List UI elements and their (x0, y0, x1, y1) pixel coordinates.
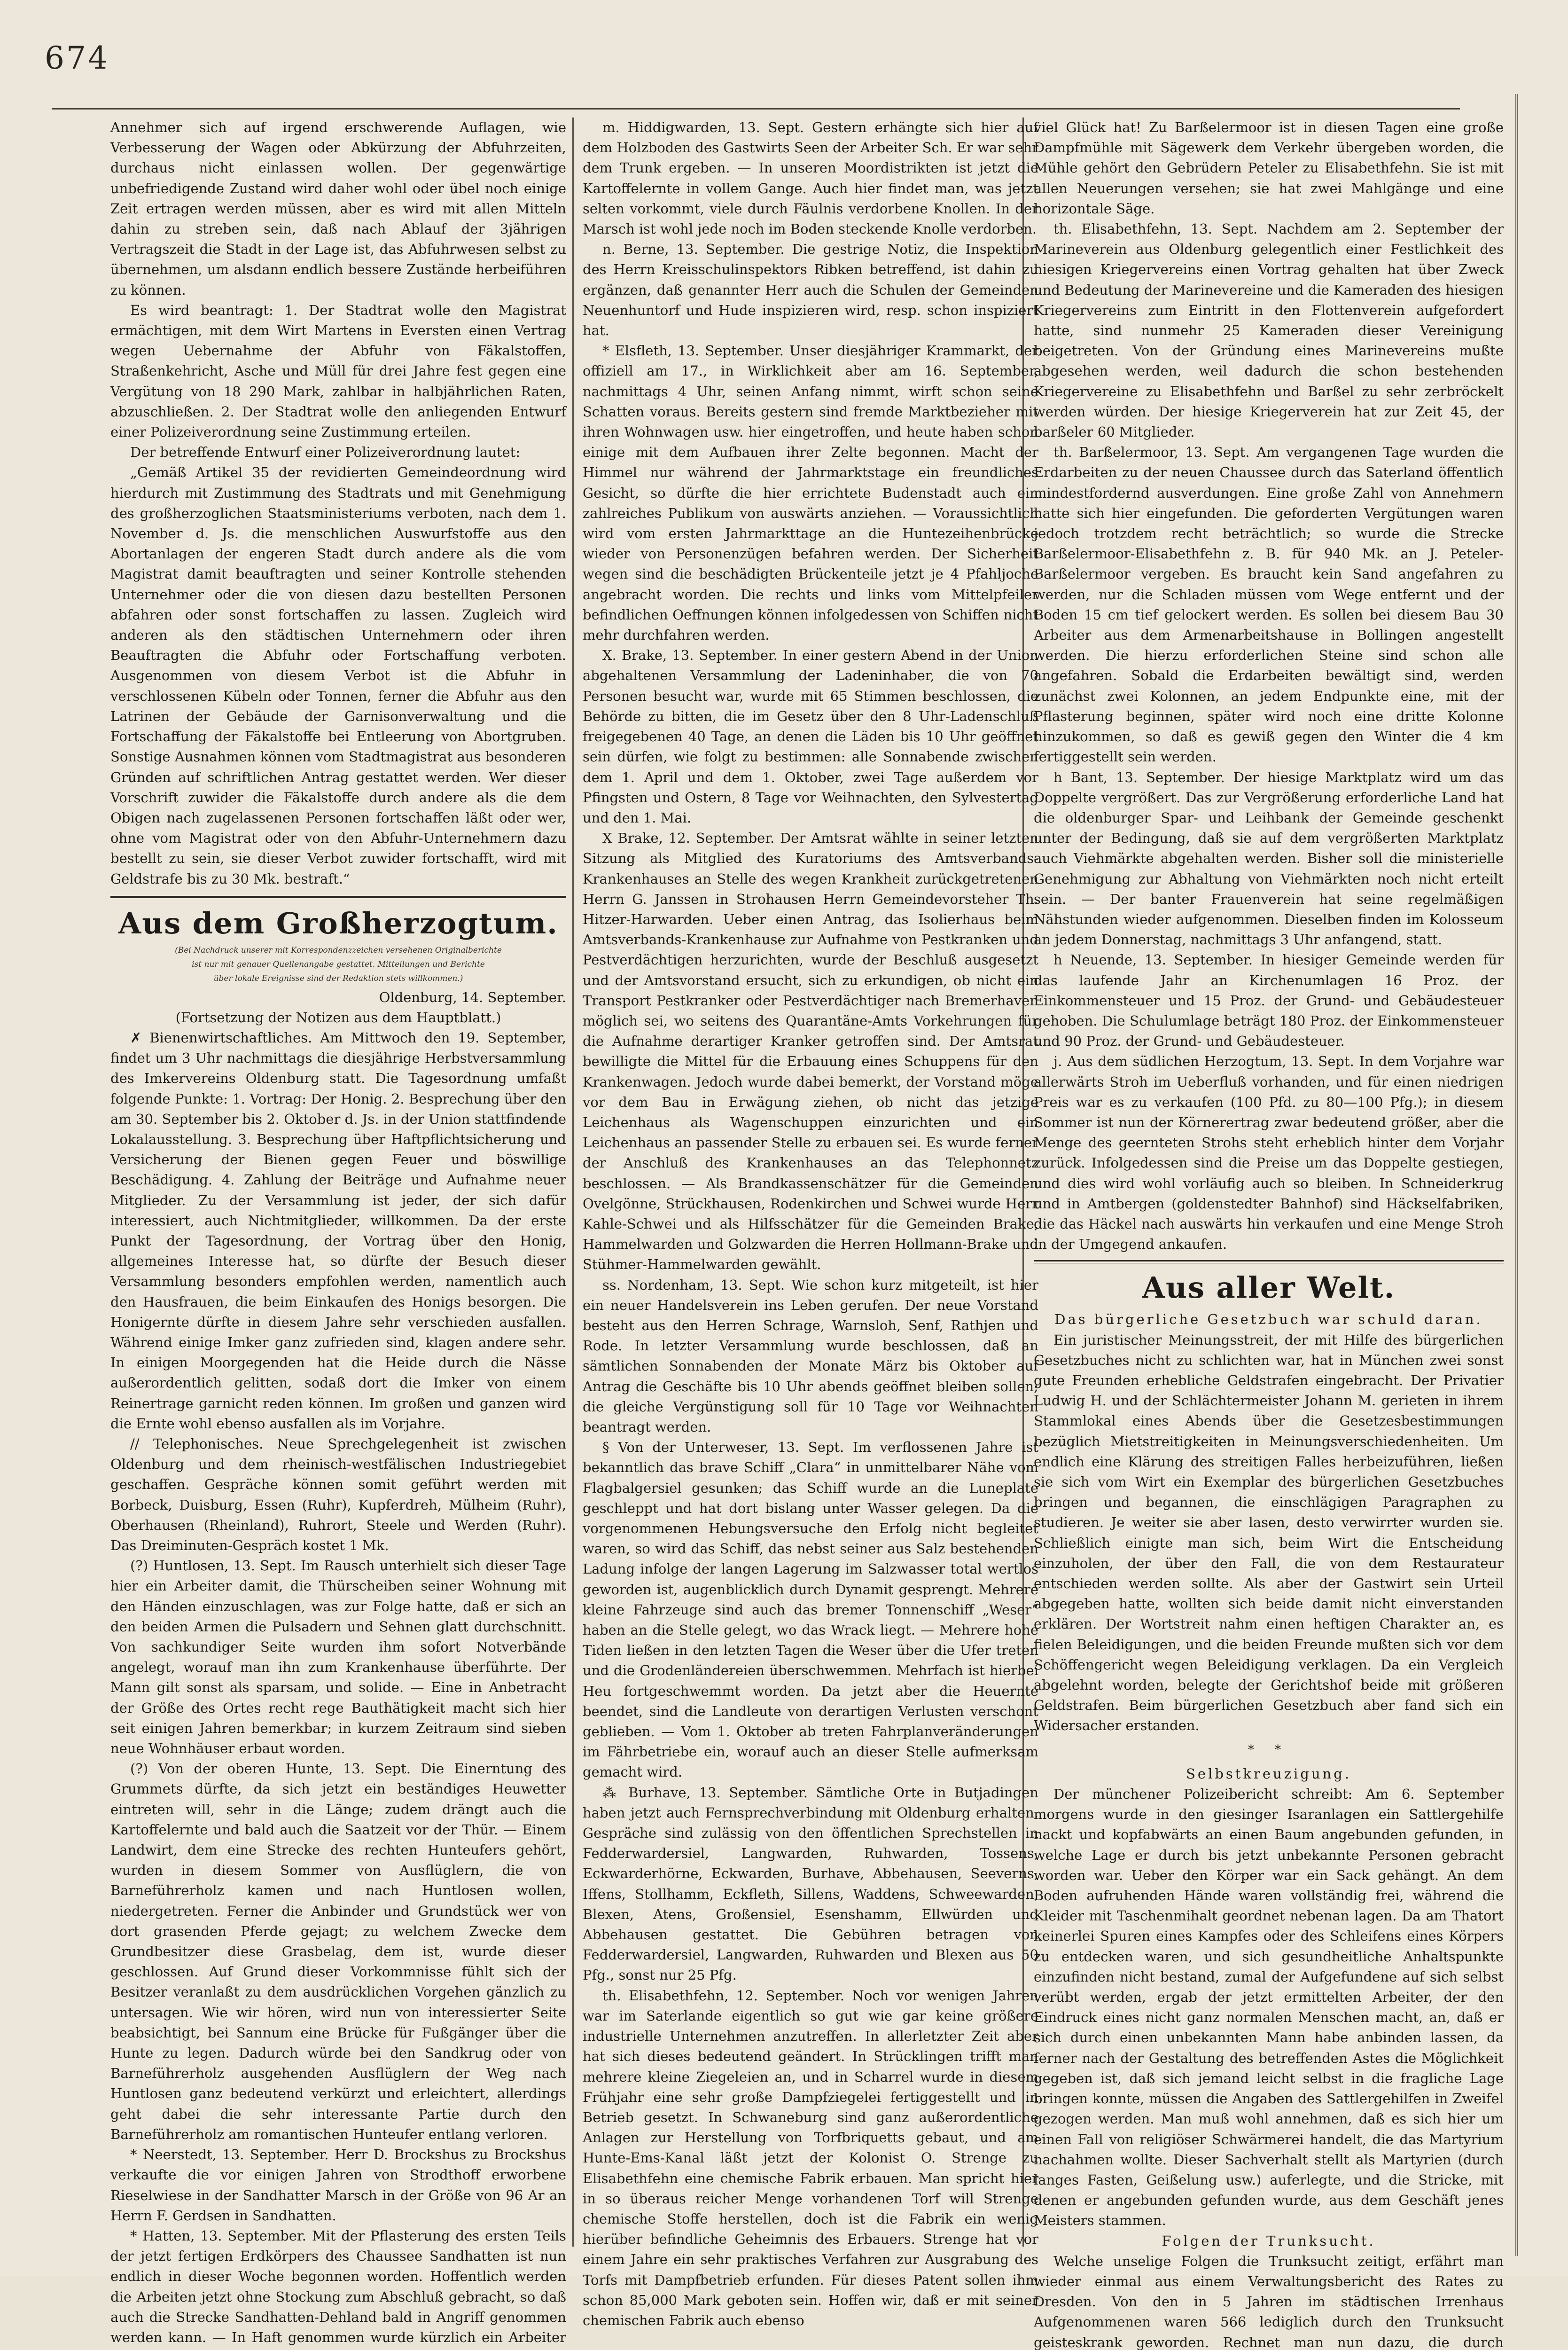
section-note-line-1: (Bei Nachdruck unserer mit Korrespondenzzeichen versehenen Originalberichte (175, 945, 502, 955)
article-brake-2: X Brake, 12. September. Der Amtsrat wählte in seiner letzten Sitzung als Mitglied des Kuratoriums des Amtsverbands-Krankenhauses an Stelle des wegen Krankheit zurückgetretenen Herrn G. Janssen in Strohausen Herrn Gemeindevorsteher Th. Hitzer-Harwarden. Ueber einen Antrag, das Isolierhaus beim Amtsverbands-Krankenhause zur Aufnahme von Pestkranken und Pestverdächtigen herzurichten, wurde der Beschluß ausgesetzt und der Amtsvorstand ersucht, sich zu erkundigen, ob nicht ein Transport Pestkranker oder Pestverdächtiger nach Bremerhaven möglich sei, wo seitens des Quarantäne-Amts Vorkehrungen für die Aufnahme derartiger Kranker getroffen sind. Der Amtsrat bewilligte die Mittel für die Erbauung eines Schuppens für den Krankenwagen. Jedoch wurde dabei bemerkt, der Vorstand möge vor dem Bau in Erwägung ziehen, ob nicht das jetzige Leichenhaus als Wagenschuppen einzurichten und ein Leichenhaus an passender Stelle zu erbauen sei. Es wurde ferner der Anschluß des Krankenhauses an das Telephonnetz beschlossen. — Als Brandkassenschätzer für die Gemeinden Ovelgönne, Strückhausen, Rodenkirchen und Schwei wurde Herr Kahle-Schwei und als Hilfsschätzer für die Gemeinden Brake, Hammelwarden und Golzwarden die Herren Hollmann-Brake und Stühmer-Hammelwarden gewählt. (583, 830, 1038, 1273)
section-title-aller-welt: Aus aller Welt. (1142, 1270, 1396, 1305)
page-number: 674 (45, 40, 109, 76)
article-abfuhr-verordnung: „Gemäß Artikel 35 der revidierten Gemeindeordnung wird hierdurch mit Zustimmung des Stadtrats und mit Genehmigung des großherzoglichen Staatsministeriums verboten, nach dem 1. November d. Js. die menschlichen Auswurfstoffe aus den Abortanlagen der engeren Stadt durch andere als die vom Magistrat damit beauftragten und seiner Kontrolle stehenden Unternehmer oder die von diesen dazu bestellten Personen abfahren oder sonst fortschaffen zu lassen. Zugleich wird anderen als den städtischen Unternehmern oder ihren Beauftragten die Abfuhr oder Fortschaffung verboten. Ausgenommen von diesem Verbot ist die Abfuhr in verschlossenen Kübeln oder Tonnen, ferner die Abfuhr aus den Latrinen der Gebäude der Garnisonverwaltung und die Fortschaffung der Fäkalstoffe bei Entleerung von Abortgruben. Sonstige Ausnahmen können vom Stadtmagistrat aus besonderen Gründen auf schriftlichen Antrag gestattet werden. Wer dieser Vorschrift zuwider die Fäkalstoffe durch andere als die dem Obigen nach zugelassenen Personen fortschaffen läßt oder wer, ohne vom Magistrat oder von den Abfuhr-Unternehmern dazu bestellt zu sein, sie dieser Verbot zuwider fortschafft, wird mit Geldstrafe bis zu 30 Mk. bestraft.“ (110, 464, 566, 887)
article-bienen: ✗ Bienenwirtschaftliches. Am Mittwoch den 19. September, findet um 3 Uhr nachmittags die diesjährige Herbstversammlung des Imkervereins Oldenburg statt. Die Tagesordnung umfaßt folgende Punkte: 1. Vortrag: Der Honig. 2. Besprechung über den am 30. September bis 2. Oktober d. Js. in der Union stattfindende Lokalausstellung. 3. Besprechung über Haftpflichtsicherung und Versicherung der Bienen gegen Feuer und böswillige Beschädigung. 4. Zahlung der Beiträge und Aufnahme neuer Mitglieder. Zu der Versammlung ist jeder, der sich dafür interessiert, auch Nichtmitglieder, willkommen. Da der erste Punkt der Tagesordnung, der Vortrag über den Honig, allgemeines Interesse hat, so dürfte der Besuch dieser Versammlung besonders empfohlen werden, namentlich auch den Hausfrauen, die beim Einkaufen des Honigs besorgen. Die Honigernte dürfte in diesem Jahre sehr verschieden ausfallen. Während einige Imker ganz zufrieden sind, klagen andere sehr. In einigen Moorgegenden hat die Heide durch die Nässe außerordentlich gelitten, sodaß dort die Imker von einem Reinertrage garnicht reden können. Im großen und ganzen wird die Ernte wohl ebenso ausfallen als im Vorjahre. (110, 1029, 566, 1432)
section-separator (110, 896, 566, 898)
dateline: Oldenburg, 14. September. (379, 989, 566, 1005)
article-telephon: // Telephonisches. Neue Sprechgelegenheit ist zwischen Oldenburg und dem rheinisch-westfälischen Industriegebiet geschaffen. Gespräche können somit geführt werden mit Borbeck, Duisburg, Essen (Ruhr), Kupferdreh, Mülheim (Ruhr), Oberhausen (Rheinland), Ruhrort, Steele und Werden (Ruhr). Das Dreiminuten-Gespräch kostet 1 Mk. (110, 1435, 566, 1553)
column-3 (1034, 118, 1504, 2350)
page-edge-border (1515, 94, 1518, 2256)
article-abfuhr-antrag: Es wird beantragt: 1. Der Stadtrat wolle den Magistrat ermächtigen, mit dem Wirt Martens in Eversten einen Vertrag wegen Uebernahme der Abfuhr von Fäkalstoffen, Straßenkehricht, Asche und Müll für drei Jahre fest gegen eine Vergütung von 18 290 Mark, zahlbar in halbjährlichen Raten, abzuschließen. 2. Der Stadtrat wolle den anliegenden Entwurf einer Polizeiverordnung seine Zustimmung erteilen. (110, 302, 566, 440)
article-obere-hunte: (?) Von der oberen Hunte, 13. Sept. Die Einerntung des Grummets dürfte, da sich jetzt ein beständiges Heuwetter eintreten will, sehr in die Länge; zudem drängt auch die Kartoffelernte und bald auch die Saatzeit vor der Thür. — Einem Landwirt, dem eine Strecke des rechten Hunteufers gehört, wurden in diesem Sommer von Ausflüglern, die von Barneführerholz kamen und nach Huntlosen wollen, niedergetreten. Ferner die Anbinder und Grundstück wer von dort grasenden Pferde gejagt; zu welchem Zwecke dem Grundbesitzer diese Grasbelag, dem ist, wurde dieser geschlossen. Auf Grund dieser Vorkommnisse fühlt sich der Besitzer veranlaßt zu dem ausdrücklichen Vorgehen gänzlich zu untersagen. Wie wir hören, wird nun von interessierter Seite beabsichtigt, bei Sannum eine Brücke für Fußgänger über die Hunte zu legen. Dadurch würde bei den Sandkrug oder von Barneführerholz ausgehenden Ausflüglern der Weg nach Huntlosen ganz bedeutend verkürzt und erleichtert, allerdings geht dabei die sehr interessante Partie durch den Barneführerholz am romantischen Hunteufer entlang verloren. (110, 1761, 566, 2142)
article-berne: n. Berne, 13. September. Die gestrige Notiz, die Inspektion des Herrn Kreisschulinspektors Ribken betreffend, ist dahin zu ergänzen, daß genannter Herr auch die Schulen der Gemeinden Neuenhuntorf und Hude inspizieren wird, resp. schon inspiziert hat. (583, 241, 1038, 339)
article-brake-1: X. Brake, 13. September. In einer gestern Abend in der Union abgehaltenen Versammlung der Ladeninhaber, die von 70 Personen besucht war, wurde mit 65 Stimmen beschlossen, die Behörde zu bitten, die im Gesetz über den 8 Uhr-Ladenschluß freigegebenen 40 Tage, an denen die Läden bis 10 Uhr geöffnet sein dürfen, wie folgt zu bestimmen: alle Sonnabende zwischen dem 1. April und dem 1. Oktober, zwei Tage außerdem vor Pfingsten und Ostern, 8 Tage vor Weihnachten, den Sylvestertag und den 1. Mai. (583, 647, 1038, 826)
column-2 (583, 118, 1038, 2331)
article-abfuhr-entwurf: Der betreffende Entwurf einer Polizeiverordnung lautet: (130, 444, 521, 461)
column-divider-1 (572, 118, 574, 2247)
section-note-line-2: ist nur mit genauer Quellenangabe gestattet. Mitteilungen und Berichte (192, 959, 485, 969)
article-abfuhr-intro: Annehmer sich auf irgend erschwerende Auflagen, wie Verbesserung der Wagen oder Abkürzung der Abfuhrzeiten, durchaus nicht einlassen wollen. Der gegenwärtige unbefriedigende Zustand wird daher wohl oder übel noch einige Zeit ertragen werden müssen, aber es wird mit allen Mitteln dahin zu streben sein, daß nach Ablauf der 3jährigen Vertragszeit die Stadt in der Lage ist, das Abfuhrwesen selbst zu übernehmen, um alsdann endlich bessere Zustände herbeiführen zu können. (110, 119, 566, 298)
section-note-line-3: über lokale Ereignisse sind der Redaktion stets willkommen.) (213, 973, 463, 983)
article-burhave: ⁂ Burhave, 13. September. Sämtliche Orte in Butjadingen haben jetzt auch Fernsprechverbindung mit Oldenburg erhalten. Gespräche sind zulässig von den öffentlichen Sprechstellen in Fedderwardersiel, Langwarden, Ruhwarden, Tossens, Eckwarderhörne, Eckwarden, Burhave, Abbehausen, Seeverns, Iffens, Stollhamm, Eckfleth, Sillens, Waddens, Schweewarden, Blexen, Atens, Großensiel, Esenshamm, Ellwürden und Abbehausen gestattet. Die Gebühren betragen von Fedderwardersiel, Langwarden, Ruhwarden und Blexen aus 50 Pfg., sonst nur 25 Pfg. (583, 1784, 1038, 1983)
article-selbstkreuzigung: Der münchener Polizeibericht schreibt: Am 6. September morgens wurde in den giesinger Isaranlagen ein Sattlergehilfe nackt und kopfabwärts an einen Baum angebunden gefunden, in welche Lage er durch bis jetzt unbekannte Personen gebracht worden war. Ueber den Körper war ein Sack gehängt. An dem Boden aufruhenden Hände waren vollständig frei, während die Kleider mit Taschenmihalt geordnet nebenan lagen. Da am Thatort keinerlei Spuren eines Kampfes oder des Schleifens eines Körpers zu entdecken waren, und sich gesundheitliche Anhaltspunkte einzufinden nicht bestand, zumal der Aufgefundene auf sich selbst verübt werden, ergab der jetzt ermittelten Arbeiter, der den Eindruck eines nicht ganz normalen Menschen macht, an, daß er sich durch einen unbekannten Mann habe anbinden lassen, da ferner nach der Gestaltung des betreffenden Astes die Möglichkeit gegeben ist, daß sich jemand leicht selbst in die fragliche Lage bringen konnte, müssen die Angaben des Sattlergehilfen in Zweifel gezogen werden. Man muß wohl annehmen, daß es sich hier um einen Fall von religiöser Schwärmerei handelt, die das Martyrium nachahmen wollte. Dieser Sachverhalt stellt als Martyrien (durch langes Fasten, Geißelung usw.) auferlegte, und die Stricke, mit denen er angebunden gefunden wurde, aus dem Geschäft jenes Meisters stammen. (1034, 1786, 1504, 2229)
column-1 (110, 118, 566, 2350)
article-hiddigwarden: m. Hiddigwarden, 13. Sept. Gestern erhängte sich hier auf dem Holzboden des Gastwirts Seen der Arbeiter Sch. Er war sehr dem Trunk ergeben. — In unseren Moordistrikten ist jetzt die Kartoffelernte in vollem Gange. Auch hier findet man, was jetzt selten vorkommt, viele durch Fäulnis verdorbene Knollen. In der Marsch ist wohl jede noch im Boden steckende Knolle verdorben. (583, 119, 1038, 237)
article-neerstedt: * Neerstedt, 13. September. Herr D. Brockshus zu Brockshus verkaufte die vor einigen Jahren von Strodthoff erworbene Rieselwiese in der Sandhatter Marsch in der Größe von 96 Ar an Herrn F. Gerdsen in Sandhatten. (110, 2146, 566, 2224)
article-elisabethfehn-2: th. Elisabethfehn, 13. Sept. Nachdem am 2. September der Marineverein aus Oldenburg gelegentlich einer Festlichkeit des hiesigen Kriegervereins einen Vortrag gehalten hat über Zweck und Bedeutung der Marinevereine und die Kameraden des hiesigen Kriegervereins zum Eintritt in den Flottenverein aufgefordert hatte, sind nunmehr 25 Kameraden dieser Vereinigung beigetreten. Von der Gründung eines Marinevereins mußte abgesehen werden, weil dadurch die schon bestehenden Kriegervereine zu Elisabethfehn und Barßel zu sehr zerbröckelt werden würden. Der hiesige Kriegerverein hat zur Zeit 45, der barßeler 60 Mitglieder. (1034, 221, 1504, 440)
continuation-note: (Fortsetzung der Notizen aus dem Hauptblatt.) (175, 1009, 501, 1026)
article-nordenham: ss. Nordenham, 13. Sept. Wie schon kurz mitgeteilt, ist hier ein neuer Handelsverein ins Leben gerufen. Der neue Vorstand besteht aus den Herren Schrage, Warnsloh, Senf, Rathjen und Rode. In letzter Versammlung wurde beschlossen, daß an sämtlichen Sonnabenden der Monate März bis Oktober auf Antrag die Geschäfte bis 10 Uhr abends geöffnet bleiben sollen; die gleiche Vergünstigung soll für 10 Tage vor Weihnachten beantragt werden. (583, 1277, 1038, 1435)
section-title-grossherzogtum: Aus dem Großherzogtum. (118, 906, 558, 940)
article-neuende: h Neuende, 13. September. In hiesiger Gemeinde werden für das laufende Jahr an Kirchenumlagen 16 Proz. der Einkommensteuer und 15 Proz. der Grund- und Gebäudesteuer gehoben. Die Schulumlage beträgt 180 Proz. der Einkommensteuer und 90 Proz. der Grund- und Gebäudesteuer. (1034, 952, 1504, 1050)
article-elsfleth: * Elsfleth, 13. September. Unser diesjähriger Krammarkt, der offiziell am 17., in Wirklichkeit aber am 16. September, nachmittags 4 Uhr, seinen Anfang nimmt, wirft schon seine Schatten voraus. Bereits gestern sind fremde Marktbezieher mit ihren Wohnwagen usw. hier eingetroffen, und heute haben schon einige mit dem Aufbauen ihrer Zelte begonnen. Macht der Himmel nur während der Jahrmarktstage ein freundliches Gesicht, so dürfte die hier errichtete Budenstadt auch ein zahlreiches Publikum von auswärts anziehen. — Voraussichtlich wird vom ersten Jahrmarkttage an die Huntezeihenbrücke wieder von Personenzügen befahren werden. Der Sicherheit wegen sind die beschädigten Brückenteile jetzt je 4 Pfahljoche angebracht worden. Die rechts und links vom Mittelpfeiler befindlichen Oeffnungen können infolgedessen von Schiffen nicht mehr durchfahren werden. (583, 343, 1038, 643)
article-suedliches-herzogtum: j. Aus dem südlichen Herzogtum, 13. Sept. In dem Vorjahre war allerwärts Stroh im Ueberfluß vorhanden, und für einen niedrigen Preis war es zu verkaufen (100 Pfd. zu 80—100 Pfg.); in diesem Sommer ist nun der Körnerertrag zwar bedeutend größer, aber die Menge des geernteten Strohs steht erheblich hinter dem Vorjahr zurück. Infolgedessen sind die Preise um das Doppelte gestiegen, und dies wird wohl vorläufig auch so bleiben. In Schneiderkrug und in Amtbergen (goldenstedter Bahnhof) sind Häckselfabriken, die das Häckel nach auswärts hin verkaufen und eine Menge Stroh in der Umgegend ankaufen. (1034, 1053, 1504, 1253)
article-huntlosen: (?) Huntlosen, 13. Sept. Im Rausch unterhielt sich dieser Tage hier ein Arbeiter damit, die Thürscheiben seiner Wohnung mit den Händen einzuschlagen, was zur Folge hatte, daß er sich an den beiden Armen die Pulsadern und Sehnen glatt durchschnitt. Von sachkundiger Seite wurden ihm sofort Notverbände angelegt, worauf man ihn zum Krankenhause überführte. Der Mann gilt sonst als sparsam, und solide. — Eine in Anbetracht der Größe des Ortes recht rege Bauthätigkeit macht sich hier seit einigen Jahren bemerkbar; in kurzem Zeitraum sind sieben neue Wohnhäuser erbaut worden. (110, 1558, 566, 1757)
article-trunksucht: Welche unselige Folgen die Trunksucht zeitigt, erfährt man wieder einmal aus einem Verwaltungsbericht des Rates zu Dresden. Von den in 5 Jahren im städtischen Irrenhaus Aufgenommenen waren 566 lediglich durch den Trunksucht geisteskrank geworden. Rechnet man nun dazu, die durch (1034, 2253, 1504, 2350)
subhead-selbstkreuzigung: Selbstkreuzigung. (1186, 1765, 1351, 1782)
article-elisabethfehn-cont: viel Glück hat! Zu Barßelermoor ist in diesen Tagen eine große Dampfmühle mit Sägewerk dem Verkehr übergeben worden, die Mühle gehört den Gebrüdern Peteler zu Elisabethfehn. Sie ist mit allen Neuerungen versehen; sie hat zwei Mahlgänge und eine horizontale Säge. (1034, 119, 1504, 217)
article-hatten: * Hatten, 13. September. Mit der Pflasterung des ersten Teils der jetzt fertigen Erdkörpers des Chaussee Sandhatten ist nun endlich in dieser Woche begonnen worden. Hoffentlich werden die Arbeiten jetzt ohne Stockung zum Abschluß gebracht, so daß auch die Strecke Sandhatten-Dehland bald in Angriff genommen werden kann. — In Haft genommen wurde kürzlich ein Arbeiter (110, 2227, 566, 2345)
article-elisabethfehn-1: th. Elisabethfehn, 12. September. Noch vor wenigen Jahren war im Saterlande eigentlich so gut wie gar keine größere industrielle Unternehmen anzutreffen. In allerletzter Zeit aber hat sich dieses bedeutend geändert. In Strücklingen trifft man mehrere kleine Ziegeleien an, und in Scharrel wurde in diesem Frühjahr eine sehr große Dampfziegelei fertiggestellt und in Betrieb gesetzt. In Schwaneburg sind ganz außerordentliche Anlagen zur Herstellung von Torfbriquetts gebaut, und am Hunte-Ems-Kanal läßt jetzt der Kolonist O. Strenge zu Elisabethfehn eine chemische Fabrik erbauen. Man spricht hier in so überaus reicher Menge vorhandenen Torf will Strenge chemische Stoffe herstellen, doch ist die Fabrik ein wenig hierüber befindliche Geheimnis des Erbauers. Strenge hat vor einem Jahre ein sehr praktisches Verfahren zur Ausgrabung des Torfs mit Dampfbetrieb erfunden. Für dieses Patent sollen ihm schon 85,000 Mark geboten sein. Hoffen wir, daß er mit seiner chemischen Fabrik auch ebenso (583, 1987, 1038, 2328)
subhead-gesetzbuch: Das bürgerliche Gesetzbuch war schuld daran. (1054, 1311, 1483, 1328)
asterism-divider: * * (1248, 1742, 1290, 1757)
article-bant: h Bant, 13. September. Der hiesige Marktplatz wird um das Doppelte vergrößert. Das zur Vergrößerung erforderliche Land hat die oldenburger Spar- und Leihbank der Gemeinde geschenkt unter der Bedingung, daß sie auf dem vergrößerten Marktplatz auch Viehmärkte abgehalten werden. Bisher soll die ministerielle Genehmigung zur Abhaltung von Viehmärkten noch nicht erteilt sein. — Der banter Frauenverein hat seine regelmäßigen Nähstunden wieder aufgenommen. Dieselben finden im Kolosseum an jedem Donnerstag, nachmittags 3 Uhr anfangend, statt. (1034, 769, 1504, 948)
article-gesetzbuch: Ein juristischer Meinungsstreit, der mit Hilfe des bürgerlichen Gesetzbuches nicht zu schlichten war, hat in München zwei sonst gute Freunden erhebliche Geldstrafen eingebracht. Der Privatier Ludwig H. und der Schlächtermeister Johann M. gerieten in ihrem Stammlokal eines Abends über die Gesetzesbestimmungen bezüglich Mietstreitigkeiten in Meinungsverschiedenheiten. Um endlich eine Klärung des streitigen Falles herbeizuführen, ließen sie sich vom Wirt ein Exemplar des bürgerlichen Gesetzbuches bringen und begannen, die einschlägigen Paragraphen zu studieren. Je weiter sie aber lasen, desto verwirrter wurden sie. Schließlich einigte man sich, beim Wirt die Entscheidung einzuholen, der über den Fall, die von dem Restaurateur entschieden werden sollte. Als aber der Gastwirt sein Urteil abgegeben hatte, wollten sich beide damit nicht einverstanden erklären. Der Wortstreit nahm einen heftigen Charakter an, es fielen Beleidigungen, und die beiden Freunde mußten sich vor dem Schöffengericht wegen Beleidigung verklagen. Da ein Vergleich abgelehnt worden, belegte der Gerichtshof beide mit größeren Geldstrafen. Beim bürgerlichen Gesetzbuch aber fand sich ein Widersacher erstanden. (1034, 1332, 1504, 1734)
section-separator-2 (1034, 1260, 1504, 1263)
header-rule (52, 108, 1460, 110)
article-unterweser: § Von der Unterweser, 13. Sept. Im verflossenen Jahre ist bekanntlich das brave Schiff „Clara“ in unmittelbarer Nähe vom Flagbalgersiel gesunken; das Schiff wurde an die Luneplate geschleppt und hat dort bislang unter Wasser gelegen. Da die vorgenommenen Hebungsversuche den Erfolg nicht begleitet waren, so wird das Schiff, das nebst seiner aus Salz bestehenden Ladung infolge der langen Lagerung im Salzwasser total wertlos geworden ist, augenblicklich durch Dynamit gesprengt. Mehrere kleine Fahrzeuge sind auch das bremer Tonnenschiff „Weser“ haben an die Stelle gelegt, wo das Wrack liegt. — Mehrere hohe Tiden ließen in den letzten Tagen die Weser über die Ufer treten und die Grodenländereien überschwemmen. Mehrfach ist hierbei Heu fortgeschwemmt worden. Da jetzt aber die Heuernte beendet, sind die Landleute von derartigen Verlusten verschont geblieben. — Vom 1. Oktober ab treten Fahrplanveränderungen im Fährbetriebe ein, worauf auch an dieser Stelle aufmerksam gemacht wird. (583, 1439, 1038, 1780)
subhead-trunksucht: Folgen der Trunksucht. (1162, 2232, 1376, 2249)
article-barsselermoor: th. Barßelermoor, 13. Sept. Am vergangenen Tage wurden die Erdarbeiten zu der neuen Chaussee durch das Saterland öffentlich mindestfordernd ausverdungen. Eine große Zahl von Annehmern hatte sich hier eingefunden. Die geforderten Vergütungen waren jedoch trotzdem recht beträchtlich; so wurde die Strecke Barßelermoor-Elisabethfehn z. B. für 940 Mk. an J. Peteler-Barßelermoor vergeben. Es braucht kein Sand angefahren zu werden, nur die Schladen müssen vom Wege entfernt und der Boden 15 cm tief gelockert werden. Es sollen bei diesem Bau 30 Arbeiter aus dem Armenarbeitshause in Bollingen angestellt werden. Die hierzu erforderlichen Steine sind schon alle angefahren. Sobald die Erdarbeiten bewältigt sind, werden zunächst zwei Kolonnen, an jedem Endpunkte eine, mit der Pflasterung beginnen, später wird noch eine dritte Kolonne hinzukommen, so daß es gewiß gegen den Winter die 4 km fertiggestellt sein werden. (1034, 444, 1504, 765)
